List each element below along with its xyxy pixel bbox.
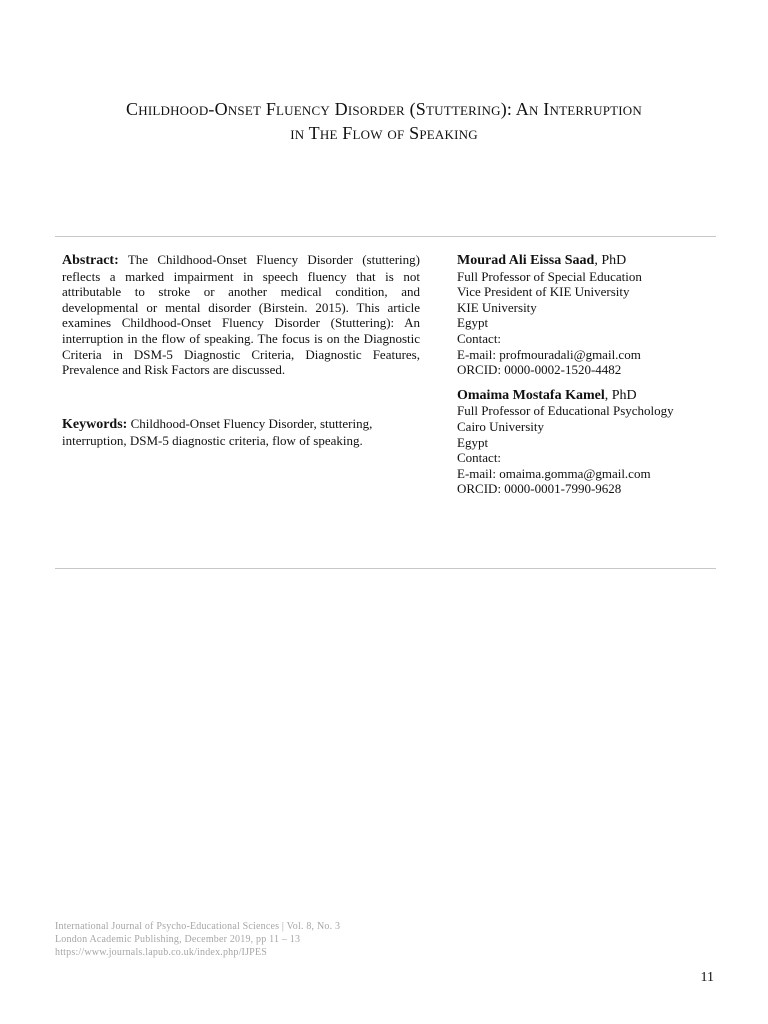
footer-url: https://www.journals.lapub.co.uk/index.php/IJPES [55,947,267,958]
author-orcid: ORCID: 0000-0001-7990-9628 [457,481,622,497]
page-number: 11 [700,970,714,985]
author-degree: , PhD [594,253,627,268]
author-role: Vice President of KIE University [457,284,630,300]
author-position: Full Professor of Educational Psychology [457,403,674,419]
abstract-text: The Childhood-Onset Fluency Disorder (stuttering) reflects a marked impairment in speech fluency that is not attributable to stroke or another medical condition, and developmental or mental disorder (Birstein. 2015). This article examines Childhood-Onset Fluency Disorder (Stuttering): An interruption in the flow of speaking. The focus is on the Diagnostic Criteria in DSM-5 Diagnostic Criteria, Diagnostic Features, Prevalence and Risk Factors are discussed. [62,252,420,378]
footer-publisher: London Academic Publishing, December 2019, pp 11 – 13 [55,934,301,945]
footer-journal: International Journal of Psycho-Educational Sciences | Vol. 8, No. 3 [55,921,341,932]
top-divider [55,236,716,237]
author-block [457,388,727,497]
page-footer [55,920,555,959]
author-name-line [457,388,727,404]
author-orcid: ORCID: 0000-0002-1520-4482 [457,362,622,378]
keywords-section [62,416,420,448]
author-email: E-mail: omaima.gomma@gmail.com [457,465,651,481]
abstract-section [62,252,420,378]
author-country: Egypt [457,434,489,450]
author-block [457,253,727,378]
bottom-divider [55,568,716,569]
author-contact-label: Contact: [457,450,502,466]
author-position: Full Professor of Special Education [457,268,642,284]
author-contact-label: Contact: [457,330,502,346]
author-country: Egypt [457,315,489,331]
author-name: Omaima Mostafa Kamel [457,387,605,403]
author-list [457,253,727,507]
article-title [40,97,728,145]
author-institution: Cairo University [457,418,545,434]
author-degree: , PhD [604,387,637,403]
author-email: E-mail: profmouradali@gmail.com [457,346,641,362]
keywords-text: Childhood-Onset Fluency Disorder, stuttering, interruption, DSM-5 diagnostic criteria, flow of speaking. [62,416,373,448]
author-name: Mourad Ali Eissa Saad [457,253,595,268]
keywords-label: Keywords: [62,417,128,432]
article-title-line-2: in The Flow of Speaking [290,123,478,143]
author-name-line [457,253,727,269]
author-institution: KIE University [457,299,537,315]
abstract-label: Abstract: [62,253,119,268]
article-title-line-1: Childhood-Onset Fluency Disorder (Stuttering): An Interruption [126,99,642,119]
